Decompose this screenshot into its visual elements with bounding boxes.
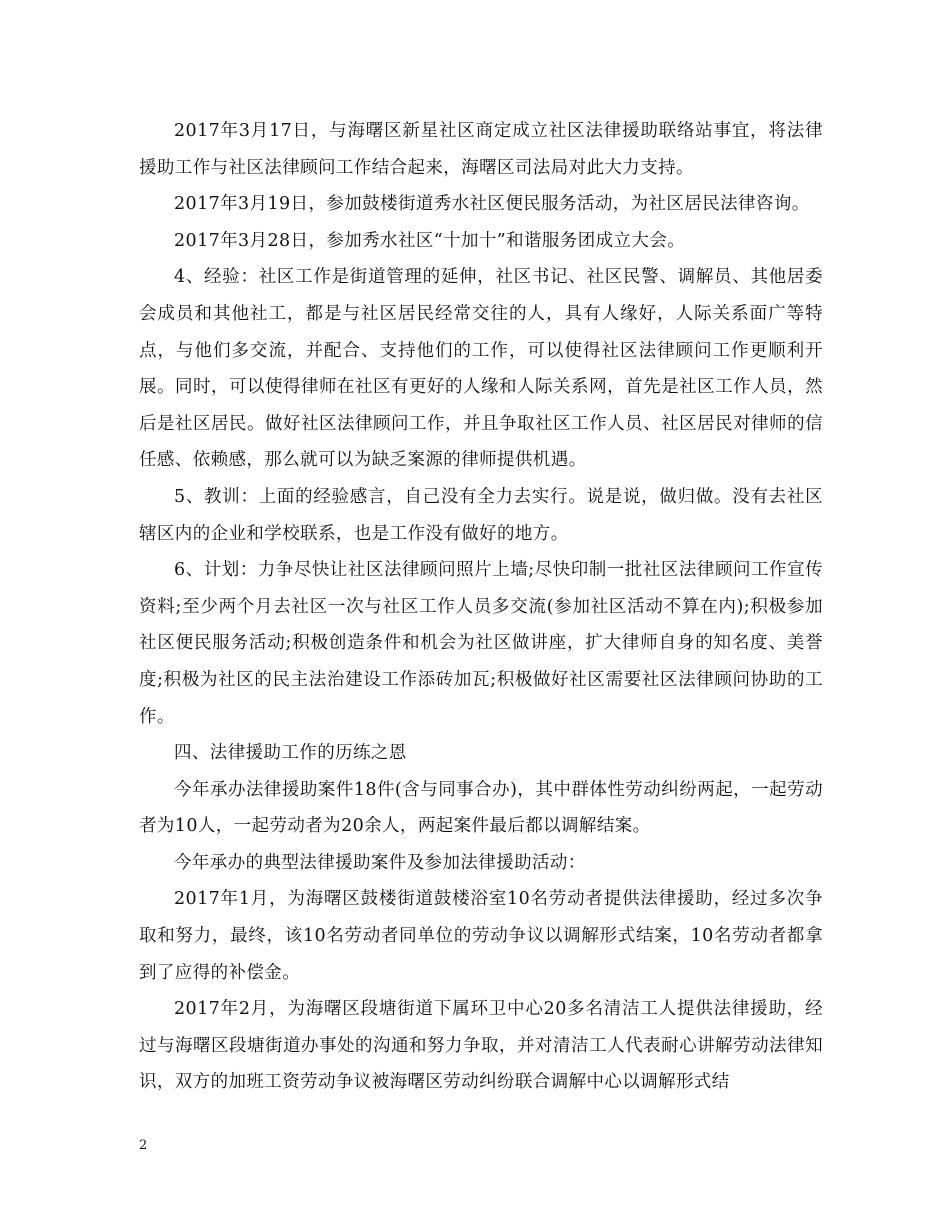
paragraph-community-station: 2017年3月17日，与海曙区新星社区商定成立社区法律援助联络站事宜，将法律援助工作与社区法律顾问工作结合起来，海曙区司法局对此大力支持。 [139,121,823,178]
paragraph-case-january: 2017年1月，为海曙区鼓楼街道鼓楼浴室10名劳动者提供法律援助，经过多次争取和努力，最终，该10名劳动者同单位的劳动争议以调解形式结案，10名劳动者都拿到了应得的补偿金。 [139,889,823,983]
paragraph-service-team: 2017年3月28日，参加秀水社区“十加十”和谐服务团成立大会。 [174,230,686,251]
section-heading-legal-aid: 四、法律援助工作的历练之恩 [174,743,407,764]
paragraph-case-count: 今年承办法律援助案件18件(含与同事合办)，其中群体性劳动纠纷两起，一起劳动者为10人，一起劳动者为20余人，两起案件最后都以调解结案。 [139,779,823,837]
paragraph-experience: 4、经验：社区工作是街道管理的延伸，社区书记、社区民警、调解员、其他居委会成员和其他社工，都是与社区居民经常交往的人，具有人缘好，人际关系面广等特点，与他们多交流，并配合、支持他们的工作，可以使得社区法律顾问工作更顺利开展。同时，可以使得律师在社区有更好的人缘和人际关系网，首先是社区工作人员，然后是社区居民。做好社区法律顾问工作，并且争取社区工作人员、社区居民对律师的信任感、依赖感，那么就可以为缺乏案源的律师提供机遇。 [139,267,823,471]
paragraph-plan: 6、计划：力争尽快让社区法律顾问照片上墙;尽快印制一批社区法律顾问工作宣传资料;至少两个月去社区一次与社区工作人员多交流(参加社区活动不算在内);积极参加社区便民服务活动;积极创造条件和机会为社区做讲座，扩大律师自身的知名度、美誉度;积极为社区的民主法治建设工作添砖加瓦;积极做好社区需要社区法律顾问协助的工作。 [139,560,823,727]
paragraph-lessons: 5、教训：上面的经验感言，自己没有全力去实行。说是说，做归做。没有去社区辖区内的企业和学校联系，也是工作没有做好的地方。 [139,486,823,544]
page-number: 2 [139,1138,148,1153]
paragraph-typical-cases-intro: 今年承办的典型法律援助案件及参加法律援助活动： [174,852,586,873]
paragraph-legal-consult: 2017年3月19日，参加鼓楼街道秀水社区便民服务活动，为社区居民法律咨询。 [174,194,810,215]
document-body [139,113,823,1101]
paragraph-case-february: 2017年2月，为海曙区段塘街道下属环卫中心20多名清洁工人提供法律援助，经过与海曙区段塘街道办事处的沟通和努力争取，并对清洁工人代表耐心讲解劳动法律知识，双方的加班工资劳动争议被海曙区劳动纠纷联合调解中心以调解形式结 [139,999,823,1093]
